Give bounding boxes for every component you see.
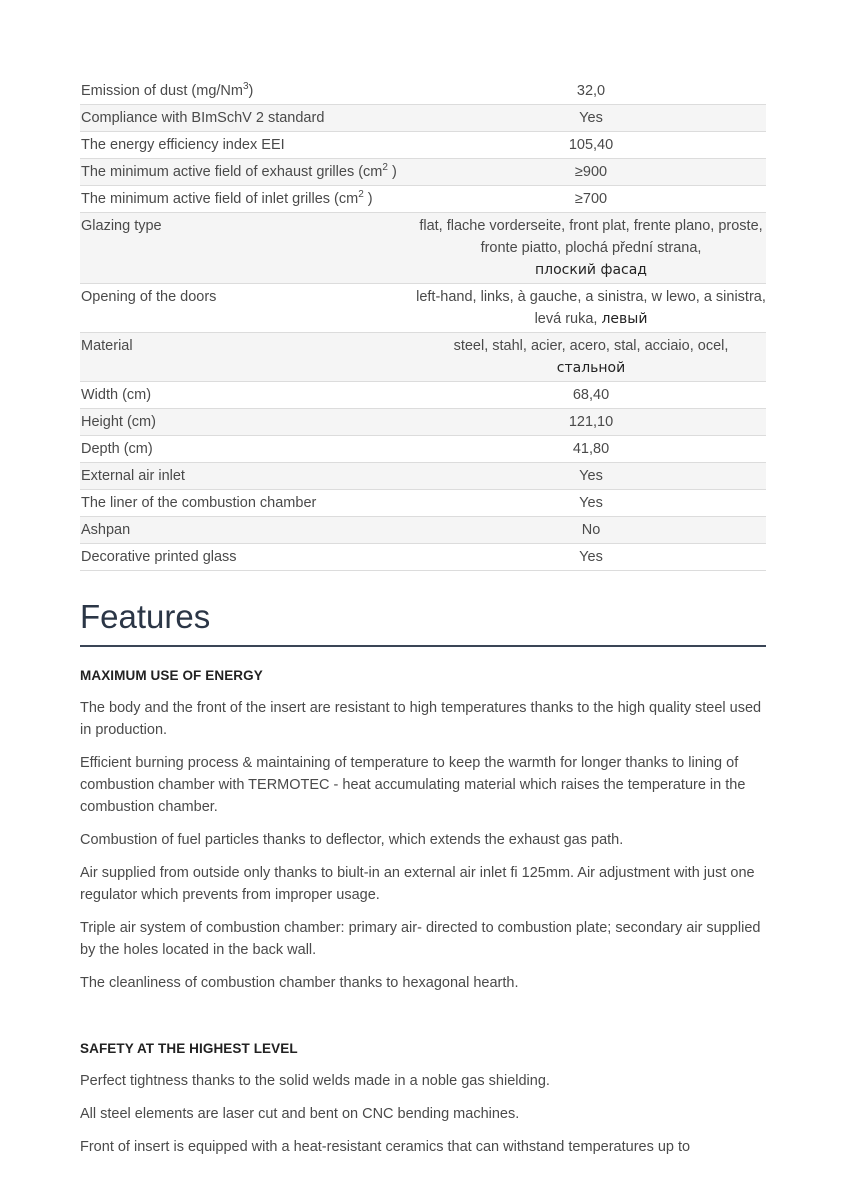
paragraph: Front of insert is equipped with a heat-resistant ceramics that can withstand temperatures up to <box>80 1139 691 1155</box>
section-heading-safety: SAFETY AT THE HIGHEST LEVEL <box>80 1041 298 1056</box>
spec-value: Yes <box>415 105 766 132</box>
spec-label: Glazing type <box>80 213 415 284</box>
table-row <box>80 463 766 490</box>
table-row <box>80 132 766 159</box>
spec-value: ≥900 <box>415 159 766 186</box>
spec-value: Yes <box>415 490 766 517</box>
spec-value: 68,40 <box>415 382 766 409</box>
table-row <box>80 78 766 105</box>
spec-label: Decorative printed glass <box>80 544 415 571</box>
table-row <box>80 105 766 132</box>
spec-value: 105,40 <box>415 132 766 159</box>
table-row <box>80 382 766 409</box>
paragraph: The body and the front of the insert are resistant to high temperatures thanks to the high quality steel used in production. <box>80 700 762 738</box>
spec-label: Emission of dust (mg/Nm$^3$) <box>80 78 415 105</box>
spec-value: steel, stahl, acier, acero, stal, acciaio, ocel, стальной <box>415 333 766 382</box>
spec-label: Material <box>80 333 415 382</box>
table-row <box>80 284 766 333</box>
paragraph: Air supplied from outside only thanks to biult-in an external air inlet fi 125mm. Air adjustment with just one regulator which prevents from improper usage. <box>80 865 755 903</box>
spec-label: The energy efficiency index EEI <box>80 132 415 159</box>
paragraph: Triple air system of combustion chamber: primary air- directed to combustion plate; secondary air supplied by the holes located in the back wall. <box>80 920 761 958</box>
section-heading-energy: MAXIMUM USE OF ENERGY <box>80 668 263 683</box>
spec-label: The liner of the combustion chamber <box>80 490 415 517</box>
spec-label: External air inlet <box>80 463 415 490</box>
document-page <box>80 78 766 1158</box>
table-row <box>80 517 766 544</box>
paragraph: Efficient burning process & maintaining of temperature to keep the warmth for longer thanks to lining of combustion chamber with TERMOTEC - heat accumulating material which raises the temperature in the combustion chamber. <box>80 755 746 815</box>
spec-label: Height (cm) <box>80 409 415 436</box>
table-row <box>80 333 766 382</box>
table-row <box>80 544 766 571</box>
spec-label: Compliance with BImSchV 2 standard <box>80 105 415 132</box>
spec-value: ≥700 <box>415 186 766 213</box>
spec-label: Opening of the doors <box>80 284 415 333</box>
table-row <box>80 159 766 186</box>
spec-value: 121,10 <box>415 409 766 436</box>
table-row <box>80 490 766 517</box>
table-row <box>80 409 766 436</box>
table-row <box>80 436 766 463</box>
table-row <box>80 213 766 284</box>
spec-label: Ashpan <box>80 517 415 544</box>
spec-label: The minimum active field of exhaust grilles ($cm^2$ ) <box>80 159 415 186</box>
paragraph: Perfect tightness thanks to the solid welds made in a noble gas shielding. <box>80 1073 550 1089</box>
paragraph: The cleanliness of combustion chamber thanks to hexagonal hearth. <box>80 975 519 991</box>
spec-label: Depth (cm) <box>80 436 415 463</box>
table-row <box>80 186 766 213</box>
spec-value: Yes <box>415 544 766 571</box>
features-heading: Features <box>80 597 766 647</box>
spec-value: 32,0 <box>415 78 766 105</box>
paragraph: Combustion of fuel particles thanks to deflector, which extends the exhaust gas path. <box>80 832 624 848</box>
paragraph: All steel elements are laser cut and bent on CNC bending machines. <box>80 1106 520 1122</box>
spec-value: No <box>415 517 766 544</box>
spec-value: left-hand, links, à gauche, a sinistra, w lewo, a sinistra, levá ruka, левый <box>415 284 766 333</box>
spec-label: The minimum active field of inlet grilles ($cm^2$ ) <box>80 186 415 213</box>
spec-label: Width (cm) <box>80 382 415 409</box>
spec-value: flat, flache vorderseite, front plat, frente plano, proste, fronte piatto, plochá přední strana, плоский фасад <box>415 213 766 284</box>
spec-value: Yes <box>415 463 766 490</box>
specifications-table <box>80 78 766 571</box>
spec-value: 41,80 <box>415 436 766 463</box>
